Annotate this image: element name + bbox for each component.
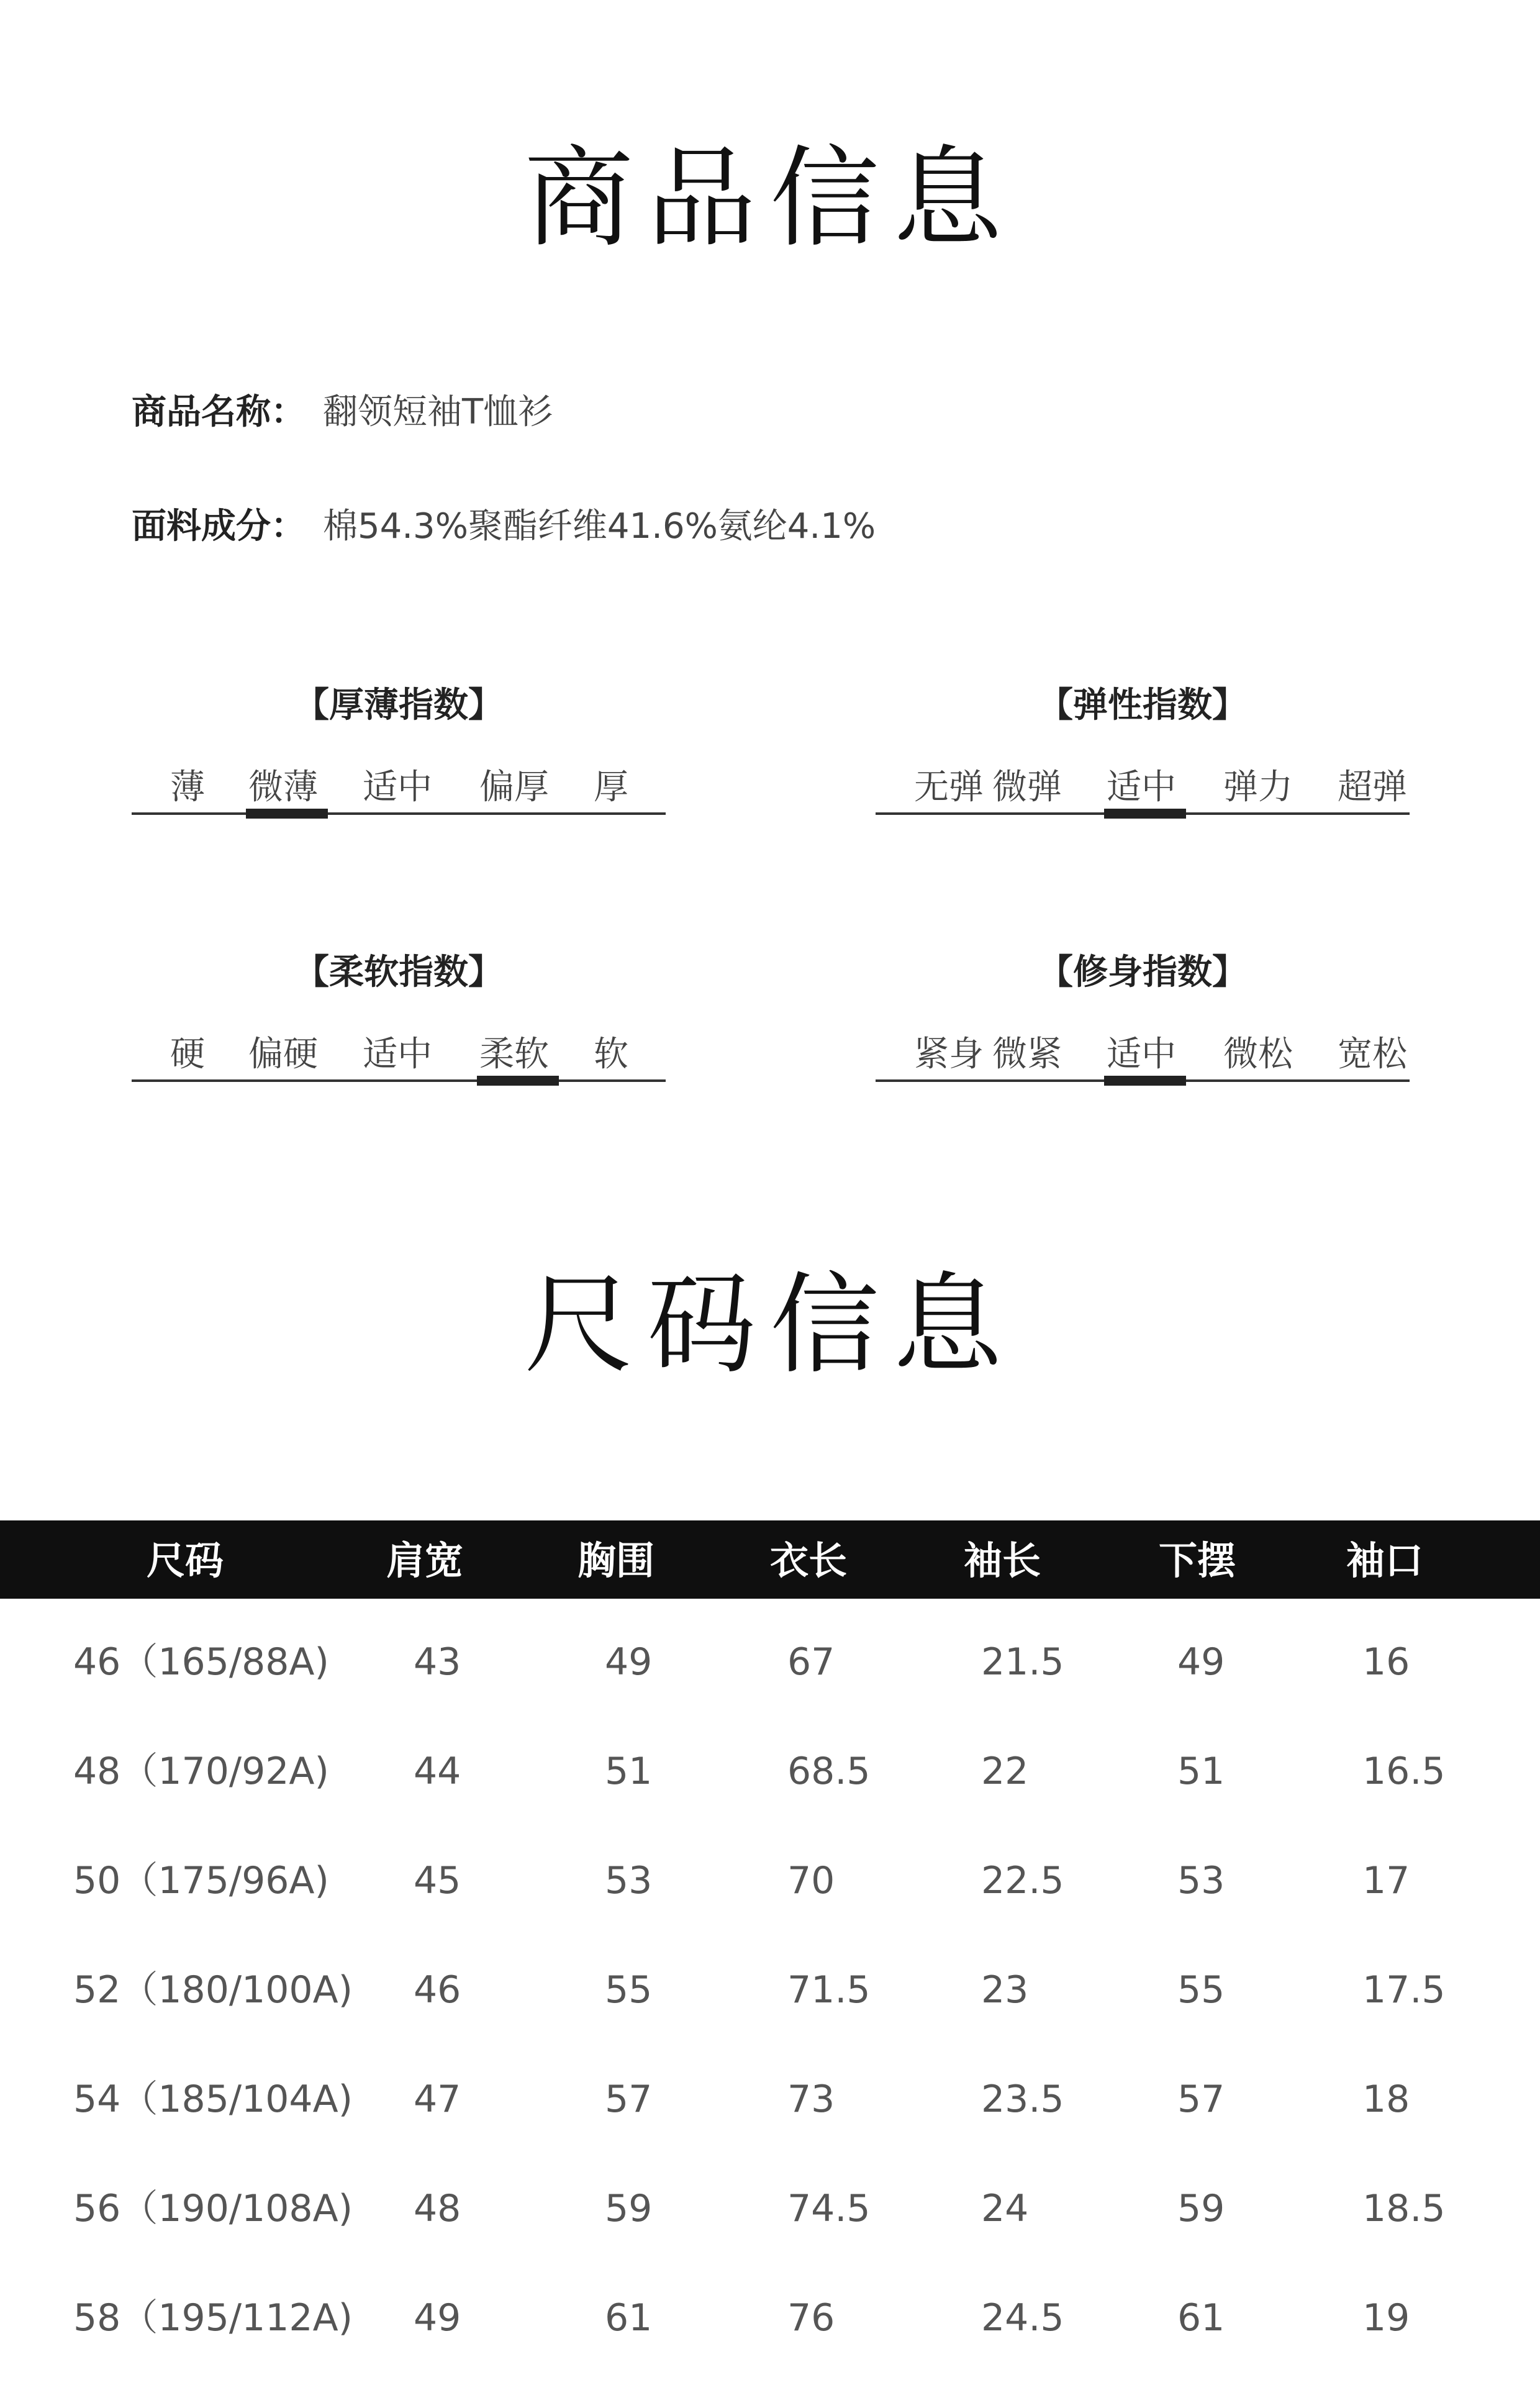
thickness-index-option: 薄 — [170, 767, 205, 807]
table-cell: 68.5 — [787, 1750, 871, 1793]
table-cell: 16.5 — [1362, 1750, 1446, 1793]
fit-index-option: 适中 — [1107, 1034, 1176, 1074]
table-cell: 55 — [1177, 1968, 1225, 2012]
column-header: 袖长 — [964, 1538, 1041, 1583]
table-cell: 22.5 — [981, 1859, 1064, 1902]
table-cell: 59 — [1177, 2187, 1225, 2230]
table-cell: 48（170/92A) — [73, 1750, 329, 1793]
column-header: 衣长 — [770, 1538, 848, 1583]
fabric-label: 面料成分： — [132, 506, 306, 547]
table-row — [0, 2187, 1540, 2240]
fit-index-title: 【修身指数】 — [1038, 952, 1247, 993]
table-cell: 71.5 — [787, 1968, 871, 2012]
table-cell: 46 — [414, 1968, 461, 2012]
thickness-index-selected-marker — [246, 809, 328, 819]
size-info-title: 尺码信息 — [523, 1261, 1016, 1389]
table-cell: 21.5 — [981, 1640, 1064, 1684]
table-cell: 49 — [414, 2296, 461, 2340]
column-header: 尺码 — [147, 1538, 224, 1583]
elasticity-index-option: 适中 — [1107, 767, 1176, 807]
softness-index-option: 适中 — [363, 1034, 432, 1074]
table-cell: 55 — [605, 1968, 653, 2012]
table-row — [0, 1968, 1540, 2021]
softness-index-selected-marker — [477, 1076, 559, 1086]
table-cell: 57 — [605, 2078, 653, 2121]
fit-index-selected-marker — [1104, 1076, 1186, 1086]
elasticity-index-selected-marker — [1104, 809, 1186, 819]
table-cell: 74.5 — [787, 2187, 871, 2230]
thickness-index-option: 偏厚 — [479, 767, 549, 807]
table-cell: 61 — [605, 2296, 653, 2340]
softness-index — [132, 952, 666, 1098]
table-cell: 53 — [1177, 1859, 1225, 1902]
fit-index-option: 宽松 — [1338, 1034, 1407, 1074]
elasticity-index-option: 超弹 — [1338, 767, 1407, 807]
thickness-index-option: 厚 — [594, 767, 628, 807]
column-header: 肩宽 — [386, 1538, 464, 1583]
table-cell: 16 — [1362, 1640, 1410, 1684]
thickness-index — [132, 685, 666, 831]
softness-index-option: 偏硬 — [248, 1034, 318, 1074]
table-cell: 45 — [414, 1859, 461, 1902]
table-cell: 57 — [1177, 2078, 1225, 2121]
column-header: 下摆 — [1159, 1538, 1236, 1583]
softness-index-scale-line — [132, 1079, 666, 1082]
table-cell: 73 — [787, 2078, 835, 2121]
elasticity-index-option: 微弹 — [992, 767, 1062, 807]
thickness-index-option: 适中 — [363, 767, 432, 807]
table-cell: 46（165/88A) — [73, 1640, 329, 1684]
table-cell: 17.5 — [1362, 1968, 1446, 2012]
fit-index-option: 微紧 — [992, 1034, 1062, 1074]
softness-index-option: 柔软 — [479, 1034, 549, 1074]
table-cell: 49 — [1177, 1640, 1225, 1684]
fabric-value: 棉54.3%聚酯纤维41.6%氨纶4.1% — [323, 506, 876, 547]
table-cell: 49 — [605, 1640, 653, 1684]
table-cell: 24 — [981, 2187, 1029, 2230]
fit-index — [876, 952, 1410, 1098]
table-cell: 52（180/100A) — [73, 1968, 353, 2012]
table-row — [0, 2296, 1540, 2349]
table-cell: 43 — [414, 1640, 461, 1684]
table-cell: 18 — [1362, 2078, 1410, 2121]
table-cell: 51 — [605, 1750, 653, 1793]
table-cell: 24.5 — [981, 2296, 1064, 2340]
table-cell: 17 — [1362, 1859, 1410, 1902]
column-header: 胸围 — [578, 1538, 655, 1583]
table-row — [0, 1640, 1540, 1693]
elasticity-index-option: 无弹 — [914, 767, 984, 807]
table-cell: 56（190/108A) — [73, 2187, 353, 2230]
column-header: 袖口 — [1346, 1538, 1424, 1583]
thickness-index-option: 微薄 — [248, 767, 318, 807]
product-name-row — [132, 392, 553, 432]
table-cell: 51 — [1177, 1750, 1225, 1793]
table-cell: 23 — [981, 1968, 1029, 2012]
elasticity-index-title: 【弹性指数】 — [1038, 685, 1247, 725]
table-cell: 76 — [787, 2296, 835, 2340]
thickness-index-scale-line — [132, 812, 666, 815]
table-cell: 44 — [414, 1750, 461, 1793]
elasticity-index-option: 弹力 — [1223, 767, 1293, 807]
table-cell: 48 — [414, 2187, 461, 2230]
table-cell: 58（195/112A) — [73, 2296, 353, 2340]
table-cell: 19 — [1362, 2296, 1410, 2340]
table-row — [0, 1859, 1540, 1912]
fabric-row — [132, 506, 876, 547]
softness-index-option: 硬 — [170, 1034, 205, 1074]
thickness-index-title: 【厚薄指数】 — [294, 685, 503, 725]
table-row — [0, 1750, 1540, 1802]
table-cell: 54（185/104A) — [73, 2078, 353, 2121]
table-row — [0, 2078, 1540, 2130]
table-cell: 18.5 — [1362, 2187, 1446, 2230]
elasticity-index — [876, 685, 1410, 831]
softness-index-option: 软 — [594, 1034, 628, 1074]
table-cell: 50（175/96A) — [73, 1859, 329, 1902]
product-name-value: 翻领短袖T恤衫 — [323, 392, 553, 432]
fit-index-option: 紧身 — [914, 1034, 984, 1074]
fit-index-option: 微松 — [1223, 1034, 1293, 1074]
product-info-title: 商品信息 — [523, 135, 1016, 262]
table-cell: 53 — [605, 1859, 653, 1902]
size-table-header — [0, 1520, 1540, 1599]
table-cell: 70 — [787, 1859, 835, 1902]
table-cell: 61 — [1177, 2296, 1225, 2340]
table-cell: 23.5 — [981, 2078, 1064, 2121]
table-cell: 59 — [605, 2187, 653, 2230]
softness-index-title: 【柔软指数】 — [294, 952, 503, 993]
table-cell: 22 — [981, 1750, 1029, 1793]
table-cell: 67 — [787, 1640, 835, 1684]
product-name-label: 商品名称： — [132, 392, 306, 432]
table-cell: 47 — [414, 2078, 461, 2121]
